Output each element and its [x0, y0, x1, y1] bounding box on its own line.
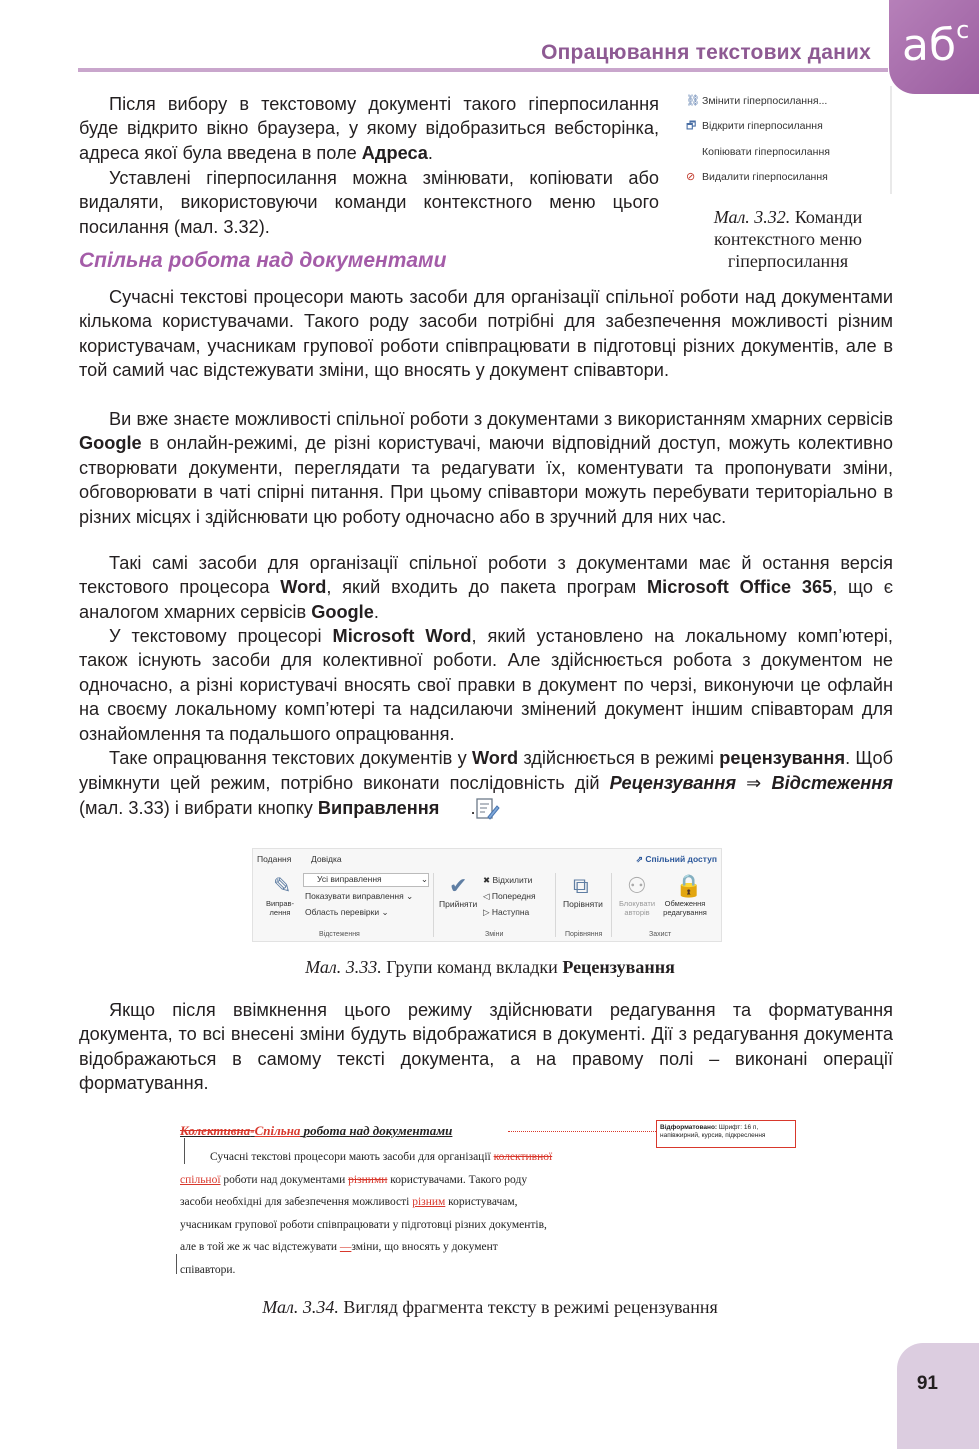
paragraph-7: Таке опрацювання текстових документів у Word здійснюється в режимі рецензування. Щоб увімкнути цей режим, потрібно виконати послідовність дій Рецензування ⇒ Відстеження (мал. 3.33) і вибрати кнопку Виправлення .: [79, 746, 893, 821]
fragment-line: [180, 1191, 628, 1214]
compare-icon: ⧉: [573, 873, 589, 898]
next-button[interactable]: ▷ Наступна: [483, 907, 530, 917]
plain-text: Сучасні текстові процесори мають засоби для організації: [210, 1151, 491, 1163]
chevron-down-icon: ⌄: [420, 874, 428, 884]
figure-3-33-ribbon: [252, 848, 722, 942]
p1-text: Після вибору в текстовому документі такого гіперпосилання буде відкрито вікно браузера, у якому відобразиться вебсторінка, адреса якої була введена в поле: [79, 94, 659, 163]
p7-bold-track: Виправлення: [317, 798, 440, 818]
logo-text: аб: [902, 20, 957, 71]
group-tracking-label: Відстеження: [319, 931, 360, 938]
menu-item-copy-link[interactable]: [702, 143, 830, 161]
p5-bold-office: Microsoft Office 365: [647, 577, 833, 598]
group-compare-label: Порівняння: [565, 931, 603, 938]
inserted-text: різним: [412, 1196, 446, 1208]
next-label: Наступна: [491, 907, 530, 917]
show-markup-label: Показувати виправлення: [305, 891, 404, 901]
p7-text-c: здійснюється в режимі: [523, 748, 714, 768]
p7-menu-tracking: Відстеження: [771, 773, 893, 793]
track-changes-icon: [444, 797, 470, 821]
deleted-text: колективної: [493, 1151, 553, 1163]
paragraph-4: [79, 407, 893, 529]
caption-bold: Рецензування: [562, 957, 675, 977]
p6-bold: Microsoft Word: [332, 626, 472, 646]
page-number: 91: [916, 1373, 938, 1394]
paragraph-6: [79, 624, 893, 746]
inserted-text: спільної: [180, 1173, 221, 1186]
open-link-icon: 🗗: [686, 120, 697, 132]
group-protect-label: Захист: [649, 931, 672, 938]
figure-3-33-caption: [180, 957, 800, 978]
fragment-heading: [180, 1123, 452, 1139]
review-pane-button[interactable]: Область перевірки ⌄: [305, 907, 389, 917]
accept-button[interactable]: Прийняти: [439, 899, 478, 909]
p5-text-e: , що є аналогом хмарних сервісів: [79, 577, 893, 622]
group-divider: [611, 873, 612, 937]
plain-text: користувачам,: [448, 1196, 518, 1208]
menu-item-edit-link[interactable]: [686, 92, 827, 110]
plain-text: але в той же ж час відстежувати: [180, 1241, 338, 1253]
reject-button[interactable]: ✖ Відхилити: [483, 875, 533, 885]
inserted-text: —: [339, 1241, 352, 1253]
restrict-editing-button[interactable]: Обмеження редагування: [663, 899, 707, 917]
plain-text: роботи над документами: [223, 1173, 346, 1186]
section-header-title: Опрацювання текстових даних: [541, 41, 871, 64]
paragraph-1: Після вибору в текстовому документі такого гіперпосилання буде відкрито вікно браузера, у якому відобразиться вебсторінка, адреса якої була введена в поле Адреса.: [79, 94, 659, 163]
formatting-balloon: [656, 1120, 796, 1148]
plain-text: зміни, що вносять у документ: [351, 1241, 498, 1253]
paragraph-3: Сучасні текстові процесори мають засоби для організації спільної роботи над документами кількома користувачами. Такого роду засоби потрібні для забезпечення можливості різним користувачам, учасникам групової роботи співпрацювати в підготовці різних документів, але в той самий час відстежувати зміни, що вносять у документ співавтори.: [79, 287, 893, 381]
p6-text-c: , який установлено на локальному комп’ютері, також існують засоби для колективної роботи. Але здійснюється робота з документом не одночасно, а різні користувачі вносять свої правки в документ по черзі, виконуючи це офлайн на своєму локальному комп’ютері та надсилаючи змінений документ іншим співавторам для ознайомлення та подальшого опрацювання.: [79, 626, 893, 744]
markup-dropdown[interactable]: [303, 873, 429, 887]
menu-item-label: Змінити гіперпосилання...: [702, 95, 828, 107]
deleted-text: -: [250, 1123, 255, 1138]
p5-text-c: , який входить до пакета програм: [326, 577, 637, 598]
caption-number: Мал. 3.32.: [713, 207, 791, 227]
caption-number: Мал. 3.33.: [305, 957, 382, 977]
tab-view[interactable]: Подання: [257, 854, 292, 864]
fragment-line: співавтори.: [180, 1263, 236, 1276]
fragment-line: учасникам групової роботи співпрацювати у підготовці різних документів,: [180, 1218, 547, 1231]
caption-text: Команди контекстного меню гіперпосилання: [714, 207, 863, 271]
balloon-bold: Відформатовано:: [660, 1124, 718, 1131]
show-markup-button[interactable]: Показувати виправлення ⌄: [305, 891, 414, 901]
group-changes-label: Зміни: [485, 931, 504, 938]
paragraph-8: Якщо після ввімкнення цього режиму здійснювати редагування та форматування документа, то всі внесені зміни будуть відображатися в документі. Дії з редагування документа відображаються в самому тексті документа, а на правому полі – виконані операції форматування.: [79, 1000, 893, 1094]
caption-text: Групи команд вкладки: [386, 957, 558, 977]
caption-text: Вигляд фрагмента тексту в режимі рецензування: [343, 1297, 718, 1317]
heading-rest: робота над документами: [303, 1123, 453, 1138]
menu-item-remove-link[interactable]: [686, 168, 828, 186]
p7-bold-review: рецензування: [719, 748, 846, 768]
caption-number: Мал. 3.34.: [262, 1297, 339, 1317]
menu-item-label: Копіювати гіперпосилання: [702, 146, 830, 158]
balloon-connector: [508, 1131, 656, 1132]
plain-text: користувачами. Такого роду: [390, 1173, 528, 1186]
p4-text-c: в онлайн-режимі, де різні користувачі, маючи відповідний доступ, можуть колективно створювати документи, переглядати та редагувати їх, коментувати та пропонувати зміни, обговорювати в чаті спірні питання. При цьому співавтори можуть перебувати територіально в різних місцях і здійснювати цю роботу одночасно або в зручний для них час.: [79, 433, 893, 527]
balloon-text: Шрифт: 16 п, напівжирний, курсив, підкреслення: [660, 1124, 766, 1139]
figure-3-32-caption: [676, 206, 900, 272]
block-authors-icon: ⚇: [627, 873, 647, 898]
fragment-line: [180, 1169, 628, 1192]
change-bar: [176, 1254, 177, 1274]
deleted-text: Колективна: [180, 1123, 251, 1138]
markup-combo-value: Усі виправлення: [317, 874, 382, 884]
p7-text-i: (мал. 3.33) і вибрати кнопку: [79, 798, 313, 818]
track-changes-icon: ✎: [273, 873, 292, 898]
p5-text-a: Такі самі засоби для організації спільної роботи з документами має й остання версія текстового процесора: [79, 553, 893, 598]
link-icon: ⛓: [686, 95, 700, 107]
menu-item-open-link[interactable]: [686, 117, 823, 135]
fragment-line: [180, 1146, 628, 1169]
figure-3-32-context-menu: [680, 86, 892, 194]
p5-bold-google: Google: [311, 601, 374, 622]
p7-text-e: . Щоб увімкнути цей режим, потрібно виконати послідовність дій: [79, 748, 893, 793]
plain-text: засоби необхідні для забезпечення можливості: [180, 1196, 410, 1208]
header-divider: [78, 68, 888, 72]
abc-logo: [902, 16, 970, 71]
fragment-body: [180, 1146, 628, 1281]
share-label: Спільний доступ: [645, 854, 717, 864]
section-heading: Спільна робота над документами: [79, 249, 447, 272]
deleted-text: різними: [348, 1173, 388, 1186]
arrow-symbol: ⇒: [746, 773, 762, 793]
p7-bold-word: Word: [471, 748, 519, 768]
p7-menu-review: Рецензування: [609, 773, 737, 793]
track-changes-button[interactable]: Виправлення: [265, 899, 295, 917]
share-icon: ⇗: [635, 854, 643, 864]
fragment-line: [180, 1236, 628, 1259]
p1-bold: Адреса: [361, 142, 428, 163]
share-button[interactable]: [636, 854, 717, 865]
page-number-tab: [897, 1343, 979, 1449]
paragraph-2: Уставлені гіперпосилання можна змінювати, копіювати або видаляти, використовуючи команди контекстного меню цього посилання (мал. 3.32).: [79, 168, 659, 237]
menu-item-label: Відкрити гіперпосилання: [702, 120, 823, 132]
figure-3-34-caption: [160, 1297, 820, 1318]
review-pane-label: Область перевірки: [305, 907, 380, 917]
figure-3-34-review-mode: [180, 1120, 800, 1280]
p6-text-a: У текстовому процесорі: [109, 626, 322, 646]
accept-icon: ✔: [449, 873, 468, 898]
menu-item-label: Видалити гіперпосилання: [702, 171, 828, 183]
logo-sup: с: [956, 16, 970, 45]
restrict-editing-icon: 🔒: [675, 873, 703, 898]
tab-help[interactable]: Довідка: [311, 854, 342, 864]
p4-bold: Google: [79, 433, 142, 454]
unlink-icon: ⊘: [686, 171, 696, 183]
p5-text-g: .: [373, 601, 379, 622]
previous-button[interactable]: ◁ Попередня: [483, 891, 536, 901]
compare-button[interactable]: Порівняти: [563, 899, 603, 909]
p4-text-a: Ви вже знаєте можливості спільної роботи з документами з використанням хмарних сервісів: [109, 409, 893, 429]
p5-bold-word: Word: [280, 577, 327, 598]
paragraph-5: [79, 551, 893, 624]
reject-label: Відхилити: [492, 875, 533, 885]
p7-text-a: Таке опрацювання текстових документів у: [109, 748, 467, 768]
block-authors-button[interactable]: Блокувати авторів: [618, 899, 656, 917]
group-divider: [433, 873, 434, 937]
inserted-text: Спільна: [254, 1123, 301, 1138]
previous-label: Попередня: [491, 891, 536, 901]
group-divider: [555, 873, 556, 937]
